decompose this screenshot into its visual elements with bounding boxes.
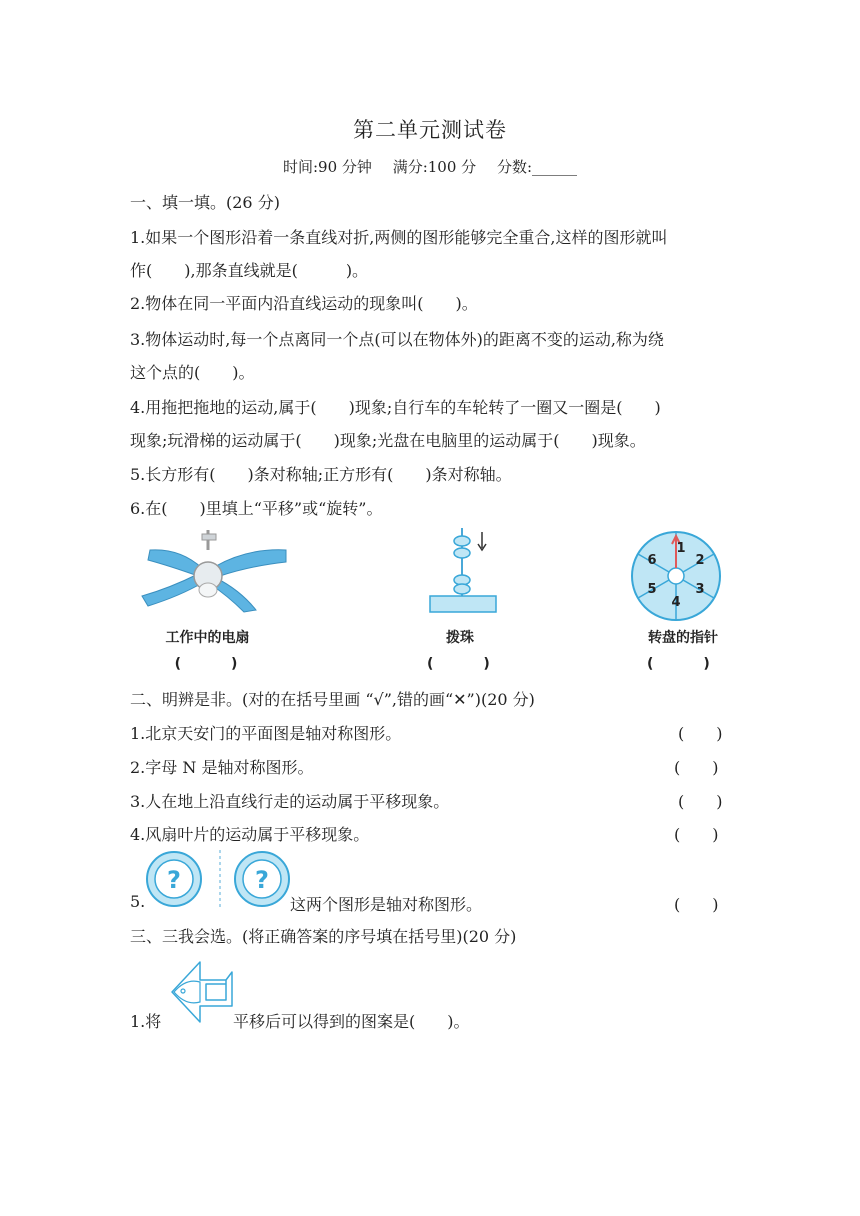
q4-line1[interactable]: 4.用拖把拖地的运动,属于( )现象;自行车的车轮转了一圈又一圈是( ) [130,398,661,417]
q6: 6.在( )里填上“平移”或“旋转”。 [130,499,383,518]
spinner-wheel-icon [630,530,722,622]
full-marks: 满分:100 分 [392,158,477,176]
judge-paren-5[interactable]: ( ) [674,895,719,914]
q5[interactable]: 5.长方形有( )条对称轴;正方形有( )条对称轴。 [130,465,512,484]
caption-bead: 拨珠 [446,630,474,646]
wheel-number-1: 1 [676,541,686,556]
q2[interactable]: 2.物体在同一平面内沿直线运动的现象叫( )。 [130,294,478,313]
judge-paren-4[interactable]: ( ) [674,825,719,844]
judge-paren-3[interactable]: ( ) [678,792,723,811]
judge-item-2: 2.字母 N 是轴对称图形。 [130,758,314,777]
section3-heading: 三、三我会选。(将正确答案的序号填在括号里)(20 分) [130,927,517,946]
abacus-bead-icon [425,526,505,616]
paren-spinner[interactable]: ( ) [647,656,728,672]
wheel-number-5: 5 [647,582,657,597]
judge-paren-1[interactable]: ( ) [678,724,723,743]
caption-fan: 工作中的电扇 [165,630,250,646]
paren-fan[interactable]: ( ) [174,656,256,672]
ceiling-fan-icon [140,530,290,615]
section2-heading: 二、明辨是非。(对的在括号里画 “√”,错的画“✕”)(20 分) [130,690,535,709]
judge-paren-2[interactable]: ( ) [674,758,719,777]
caption-spinner: 转盘的指针 [648,630,718,646]
page-title: 第二单元测试卷 [353,118,507,142]
choice-q1-post[interactable]: 平移后可以得到的图案是( )。 [233,1012,470,1031]
q3-line1: 3.物体运动时,每一个点离同一个点(可以在物体外)的距离不变的运动,称为绕 [130,330,664,349]
exam-meta [0,156,860,177]
judge-item-1: 1.北京天安门的平面图是轴对称图形。 [130,724,402,743]
paren-bead[interactable]: ( ) [427,656,508,672]
question-symbol-right: ? [255,866,269,894]
time-limit: 时间:90 分钟 [283,158,372,176]
section1-heading: 一、填一填。(26 分) [130,193,280,212]
q3-line2[interactable]: 这个点的( )。 [130,363,255,382]
judge-item-3: 3.人在地上沿直线行走的运动属于平移现象。 [130,792,450,811]
judge-item-4: 4.风扇叶片的运动属于平移现象。 [130,825,370,844]
judge-item-5-num: 5. [130,892,146,911]
q4-line2[interactable]: 现象;玩滑梯的运动属于( )现象;光盘在电脑里的运动属于( )现象。 [130,431,646,450]
choice-q1-pre: 1.将 [130,1012,162,1031]
judge-item-5-text: 这两个图形是轴对称图形。 [290,895,483,914]
wheel-number-3: 3 [695,582,705,597]
question-symbol-left: ? [167,866,181,894]
q1-line2[interactable]: 作( ),那条直线就是( )。 [130,261,369,280]
q1-line1: 1.如果一个图形沿着一条直线对折,两侧的图形能够完全重合,这样的图形就叫 [130,228,668,247]
score-field[interactable]: 分数:______ [496,158,577,176]
wheel-number-6: 6 [647,553,657,568]
wheel-number-2: 2 [695,553,705,568]
wheel-number-4: 4 [671,595,681,610]
fish-arrow-shape-icon [170,960,234,1026]
question-circle-pair-icon [146,848,291,912]
